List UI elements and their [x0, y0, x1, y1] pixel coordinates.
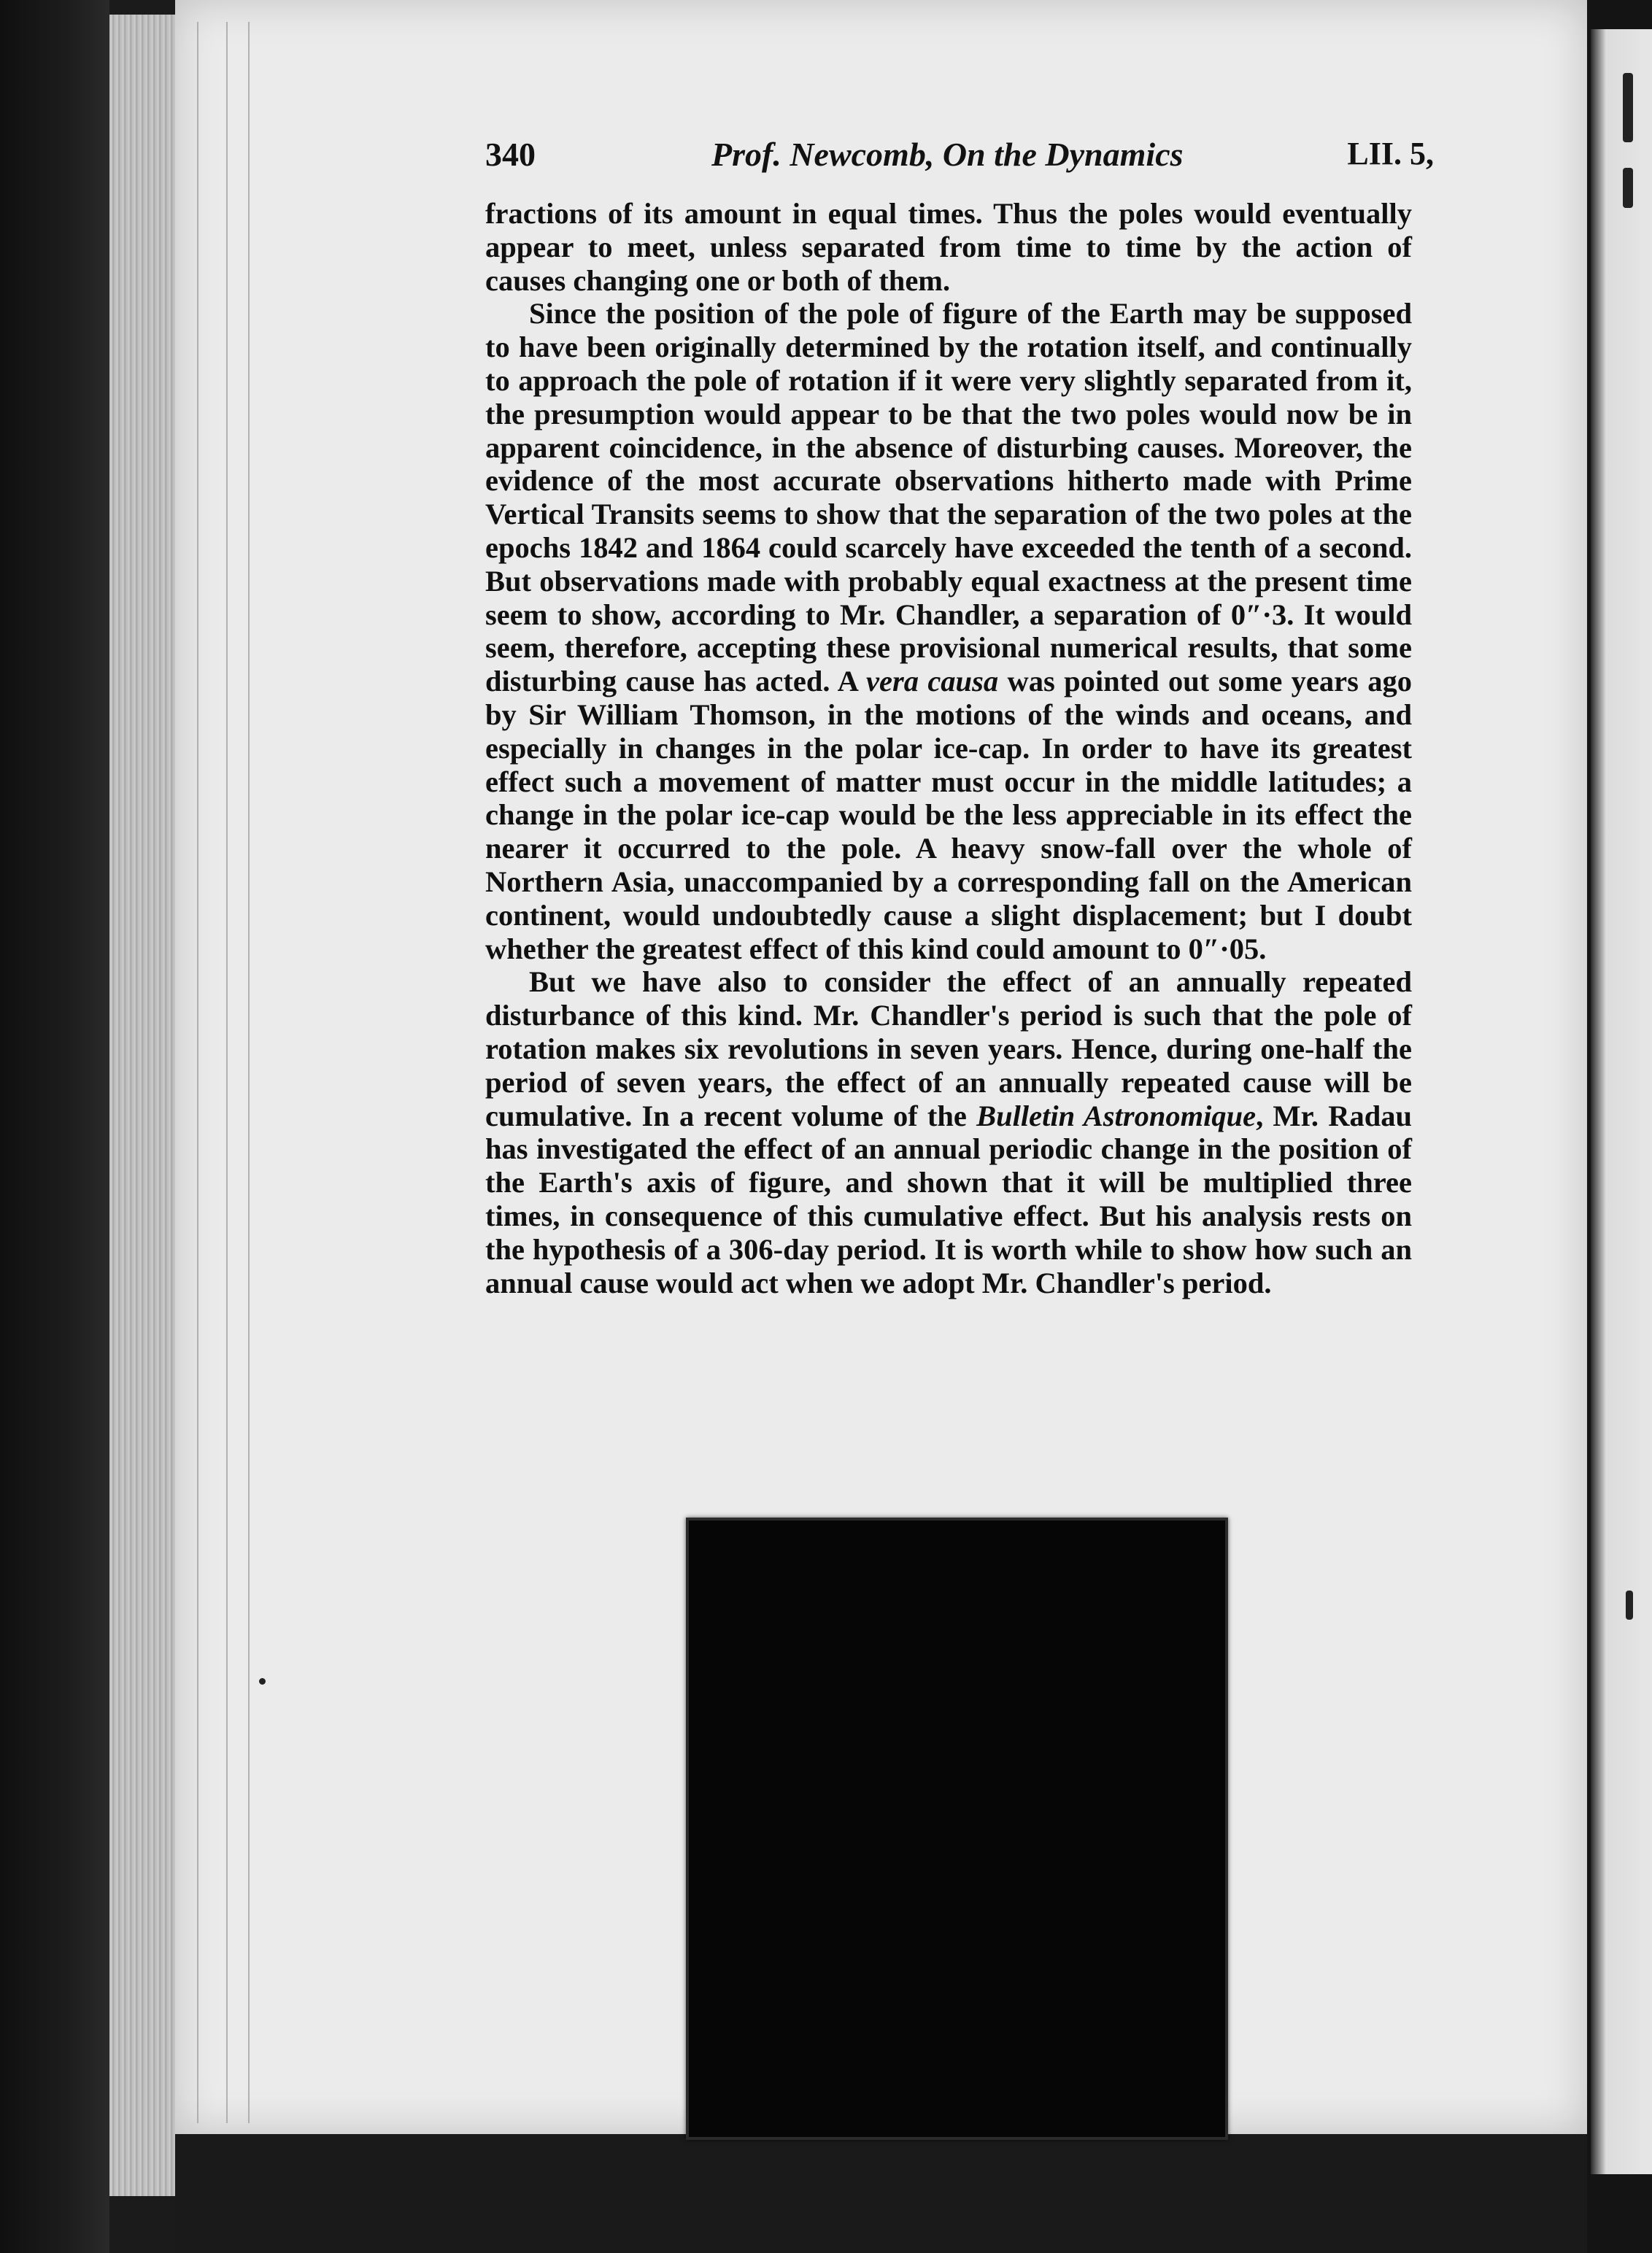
text-run: Since the position of the pole of figure of the Earth may be supposed to have been originally determined by the rotation itself, and continually to approach the pole of rotation if it were very slightly separated from it, the presumption would appear to be that the two poles would now be in apparent coincidence, in the absence of disturbing causes. Moreover, the evidence of the most accurate observations hitherto made with Prime Vertical Transits seems to show that the separation of the two poles at the epochs 1842 and 1864 could scarcely have exceeded the tenth of a second. But observations made with probably equal exactness at the present time seem to show, according to Mr. Chandler, a separation of 0″·3. It would seem, therefore, accepting these provisional numerical results, that some disturbing cause has acted. A	[485, 297, 1412, 698]
book-binding-shadow	[0, 0, 109, 2253]
italic-phrase: Bulletin Astronomique	[976, 1099, 1257, 1132]
blacked-out-image-region	[686, 1518, 1228, 2140]
facing-page-sliver	[1591, 29, 1652, 2174]
page-speck	[259, 1678, 266, 1685]
running-header	[485, 135, 1434, 186]
facing-page-glyph	[1623, 73, 1633, 142]
facing-page-glyph	[1626, 1591, 1633, 1620]
italic-phrase: vera causa	[866, 665, 999, 698]
text-run: fractions of its amount in equal times. Thus the poles would eventually appear to meet, unless separated from time to time by the action of causes changing one or both of them.	[485, 197, 1412, 297]
paragraph	[485, 965, 1412, 1299]
binding-rule-line	[226, 22, 228, 2123]
binding-rule-line	[248, 22, 250, 2123]
facing-page-glyph	[1623, 168, 1633, 208]
text-run: , Mr. Radau has investigated the effect of an annual periodic change in the position of the Earth's axis of figure, and shown that it will be multiplied three times, in consequence of this cumulative effect. But his analysis rests on the hypothesis of a 306-day period. It is worth while to show how such an annual cause would act when we adopt Mr. Chandler's period.	[485, 1099, 1413, 1299]
bottom-shadow	[175, 2134, 1587, 2253]
page-number: 340	[485, 136, 536, 173]
text-run: But we have also to consider the effect of an annually repeated disturbance of this kind. Mr. Chandler's period is such that the pole of rotation makes six revolutions in seven years. Hence, during one-half the period of seven years, the effect of an annually repeated cause will be cumulative. In a recent volume of the	[485, 965, 1412, 1132]
text-run: was pointed out some years ago by Sir William Thomson, in the motions of the winds and oceans, and especially in changes in the polar ice-cap. In order to have its greatest effect such a movement of matter must occur in the middle latitudes; a change in the polar ice-cap would be the less appreciable in its effect the nearer it occurred to the pole. A heavy snow-fall over the whole of Northern Asia, unaccompanied by a corresponding fall on the American continent, would undoubtedly cause a slight displacement; but I doubt whether the greatest effect of this kind could amount to 0″·05.	[485, 665, 1413, 965]
paragraph	[485, 197, 1412, 297]
running-title: Prof. Newcomb, On the Dynamics	[711, 136, 1184, 173]
body-text	[485, 197, 1412, 1299]
paragraph	[485, 297, 1412, 965]
binding-rule-line	[197, 22, 198, 2123]
volume-reference: LII. 5,	[1347, 136, 1434, 171]
